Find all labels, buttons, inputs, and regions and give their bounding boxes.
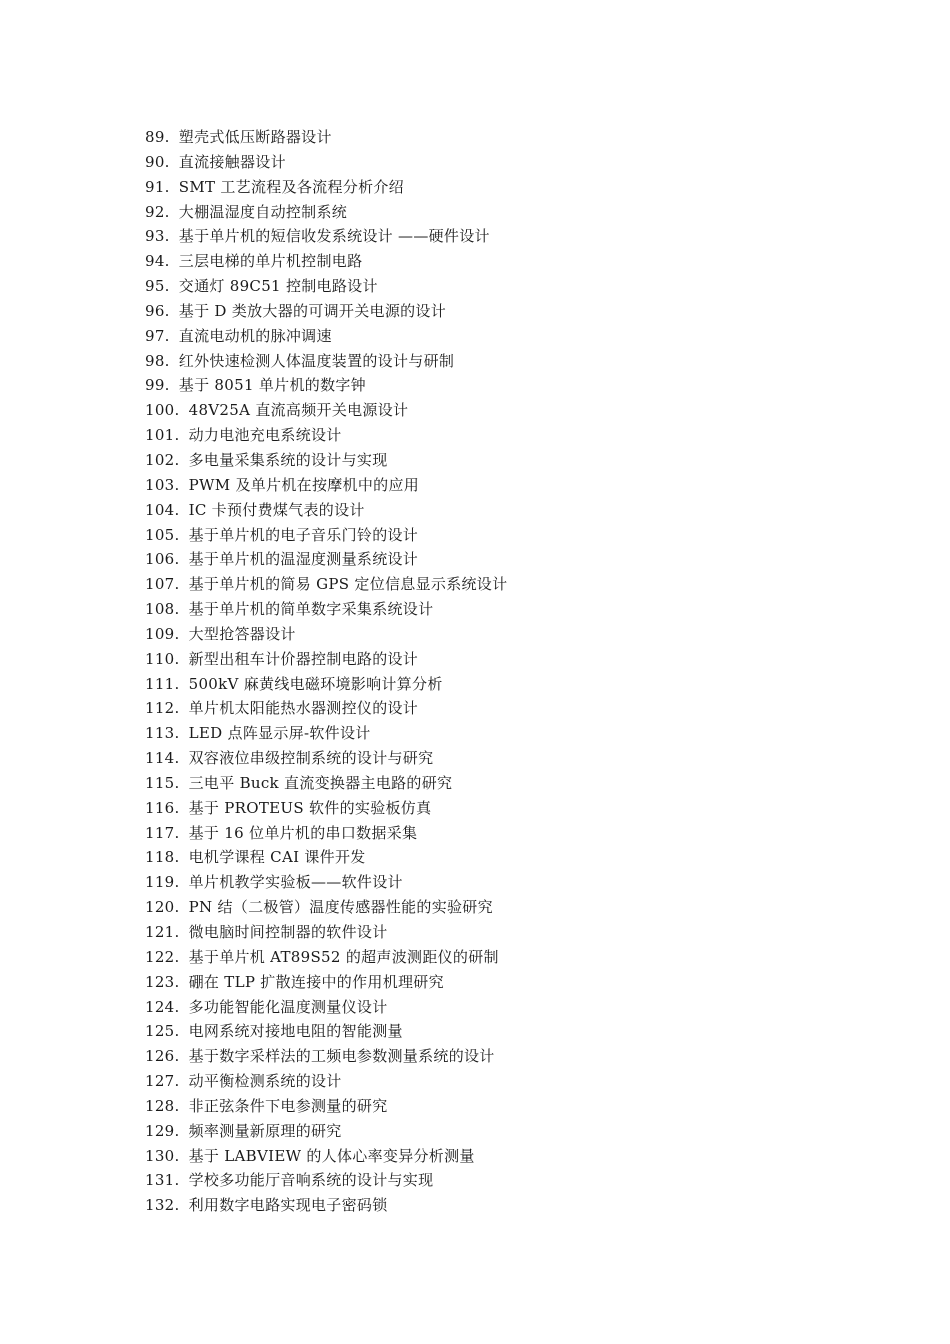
- item-title: 多电量采集系统的设计与实现: [188, 450, 388, 469]
- list-item: [145, 249, 507, 274]
- item-title: 基于单片机的电子音乐门铃的设计: [188, 525, 419, 544]
- item-title: 单片机太阳能热水器测控仪的设计: [188, 699, 419, 718]
- item-number: 103.: [145, 475, 180, 494]
- item-number: 126.: [145, 1047, 180, 1066]
- list-item: [145, 324, 507, 349]
- topic-list: [145, 125, 507, 1218]
- list-item: [145, 1019, 507, 1044]
- list-item: [145, 1193, 507, 1218]
- list-item: [145, 721, 507, 746]
- list-item: [145, 920, 507, 945]
- item-number: 113.: [145, 724, 180, 743]
- item-number: 110.: [145, 649, 180, 668]
- item-title: 塑壳式低压断路器设计: [178, 128, 332, 146]
- list-item: [145, 945, 507, 970]
- item-title: 大棚温湿度自动控制系统: [178, 202, 348, 221]
- item-number: 115.: [145, 773, 180, 792]
- item-title: 三电平 Buck 直流变换器主电路的研究: [188, 773, 453, 792]
- list-item: [145, 1119, 507, 1144]
- list-item: [145, 1044, 507, 1069]
- list-item: [145, 796, 507, 821]
- item-number: 119.: [145, 873, 180, 892]
- list-item: [145, 821, 507, 846]
- list-item: [145, 696, 507, 721]
- list-item: [145, 771, 507, 796]
- item-number: 118.: [145, 848, 180, 867]
- item-number: 91.: [145, 177, 170, 196]
- item-number: 114.: [145, 749, 180, 768]
- item-number: 123.: [145, 972, 180, 991]
- item-title: 频率测量新原理的研究: [188, 1121, 342, 1140]
- item-number: 93.: [145, 227, 170, 246]
- list-item: [145, 200, 507, 225]
- list-item: [145, 1168, 507, 1193]
- item-title: 利用数字电路实现电子密码锁: [188, 1196, 388, 1215]
- item-title: 48V25A 直流高频开关电源设计: [188, 401, 409, 420]
- list-item: [145, 373, 507, 398]
- list-item: [145, 349, 507, 374]
- list-item: [145, 895, 507, 920]
- item-number: 116.: [145, 798, 180, 817]
- item-number: 99.: [145, 376, 170, 395]
- list-item: [145, 746, 507, 771]
- item-title: LED 点阵显示屏-软件设计: [188, 724, 371, 743]
- list-item: [145, 845, 507, 870]
- item-number: 112.: [145, 699, 180, 718]
- item-title: SMT 工艺流程及各流程分析介绍: [178, 177, 404, 196]
- item-number: 95.: [145, 277, 170, 296]
- item-title: 基于 8051 单片机的数字钟: [178, 376, 366, 395]
- list-item: [145, 398, 507, 423]
- item-title: 学校多功能厅音响系统的设计与实现: [188, 1171, 434, 1190]
- list-item: [145, 473, 507, 498]
- item-title: 动力电池充电系统设计: [188, 426, 342, 445]
- item-number: 121.: [145, 923, 180, 941]
- item-title: 直流接触器设计: [178, 152, 286, 171]
- list-item: [145, 498, 507, 523]
- list-item: [145, 995, 507, 1020]
- item-number: 127.: [145, 1072, 180, 1091]
- item-title: 非正弦条件下电参测量的研究: [188, 1096, 388, 1115]
- item-title: 交通灯 89C51 控制电路设计: [178, 277, 378, 296]
- item-title: 多功能智能化温度测量仪设计: [188, 997, 388, 1016]
- list-item: [145, 125, 507, 150]
- item-number: 109.: [145, 624, 180, 643]
- item-title: 直流电动机的脉冲调速: [178, 326, 332, 345]
- item-number: 107.: [145, 575, 180, 594]
- item-title: PWM 及单片机在按摩机中的应用: [188, 475, 420, 494]
- item-title: 基于 PROTEUS 软件的实验板仿真: [188, 798, 432, 817]
- list-item: [145, 1069, 507, 1094]
- item-number: 117.: [145, 823, 180, 842]
- list-item: [145, 672, 507, 697]
- item-title: 新型出租车计价器控制电路的设计: [188, 649, 419, 668]
- list-item: [145, 175, 507, 200]
- item-title: 微电脑时间控制器的软件设计: [188, 923, 388, 941]
- list-item: [145, 870, 507, 895]
- item-number: 105.: [145, 525, 180, 544]
- item-title: 大型抢答器设计: [188, 624, 296, 643]
- item-number: 96.: [145, 301, 170, 320]
- item-number: 97.: [145, 326, 170, 345]
- item-number: 94.: [145, 252, 170, 271]
- item-title: 电网系统对接地电阻的智能测量: [188, 1022, 403, 1041]
- list-item: [145, 622, 507, 647]
- list-item: [145, 224, 507, 249]
- item-title: 电机学课程 CAI 课件开发: [188, 848, 366, 867]
- list-item: [145, 299, 507, 324]
- item-title: 基于单片机的简易 GPS 定位信息显示系统设计: [188, 575, 508, 594]
- item-number: 132.: [145, 1196, 180, 1215]
- list-item: [145, 1094, 507, 1119]
- item-number: 102.: [145, 450, 180, 469]
- item-title: 基于 LABVIEW 的人体心率变异分析测量: [188, 1146, 475, 1165]
- item-title: PN 结（二极管）温度传感器性能的实验研究: [188, 898, 493, 917]
- item-title: 基于单片机的短信收发系统设计 ——硬件设计: [178, 227, 490, 246]
- item-title: 三层电梯的单片机控制电路: [178, 252, 363, 271]
- item-title: 动平衡检测系统的设计: [188, 1072, 342, 1091]
- item-number: 90.: [145, 152, 170, 171]
- item-title: 硼在 TLP 扩散连接中的作用机理研究: [188, 972, 444, 991]
- item-number: 108.: [145, 600, 180, 619]
- list-item: [145, 1144, 507, 1169]
- item-title: 基于数字采样法的工频电参数测量系统的设计: [188, 1047, 495, 1066]
- list-item: [145, 423, 507, 448]
- list-item: [145, 150, 507, 175]
- item-title: 基于 16 位单片机的串口数据采集: [188, 823, 418, 842]
- item-number: 125.: [145, 1022, 180, 1041]
- list-item: [145, 448, 507, 473]
- item-number: 104.: [145, 500, 180, 519]
- item-title: 基于 D 类放大器的可调开关电源的设计: [178, 301, 447, 320]
- item-number: 128.: [145, 1096, 180, 1115]
- list-item: [145, 274, 507, 299]
- item-number: 130.: [145, 1146, 180, 1165]
- item-title: 基于单片机的简单数字采集系统设计: [188, 600, 434, 619]
- item-number: 98.: [145, 351, 170, 370]
- list-item: [145, 970, 507, 995]
- list-item: [145, 547, 507, 572]
- item-number: 124.: [145, 997, 180, 1016]
- item-title: 基于单片机的温湿度测量系统设计: [188, 550, 419, 569]
- list-item: [145, 523, 507, 548]
- item-title: 基于单片机 AT89S52 的超声波测距仪的研制: [188, 947, 499, 966]
- item-number: 131.: [145, 1171, 180, 1190]
- item-number: 100.: [145, 401, 180, 420]
- item-number: 106.: [145, 550, 180, 569]
- item-title: IC 卡预付费煤气表的设计: [188, 500, 365, 519]
- item-title: 双容液位串级控制系统的设计与研究: [188, 749, 434, 768]
- item-number: 122.: [145, 947, 180, 966]
- item-number: 89.: [145, 128, 170, 146]
- list-item: [145, 572, 507, 597]
- item-number: 92.: [145, 202, 170, 221]
- list-item: [145, 597, 507, 622]
- item-title: 单片机教学实验板——软件设计: [188, 873, 403, 892]
- item-number: 111.: [145, 674, 180, 693]
- list-item: [145, 647, 507, 672]
- item-number: 120.: [145, 898, 180, 917]
- item-number: 129.: [145, 1121, 180, 1140]
- item-title: 红外快速检测人体温度装置的设计与研制: [178, 351, 455, 370]
- item-number: 101.: [145, 426, 180, 445]
- item-title: 500kV 麻黄线电磁环境影响计算分析: [188, 674, 443, 693]
